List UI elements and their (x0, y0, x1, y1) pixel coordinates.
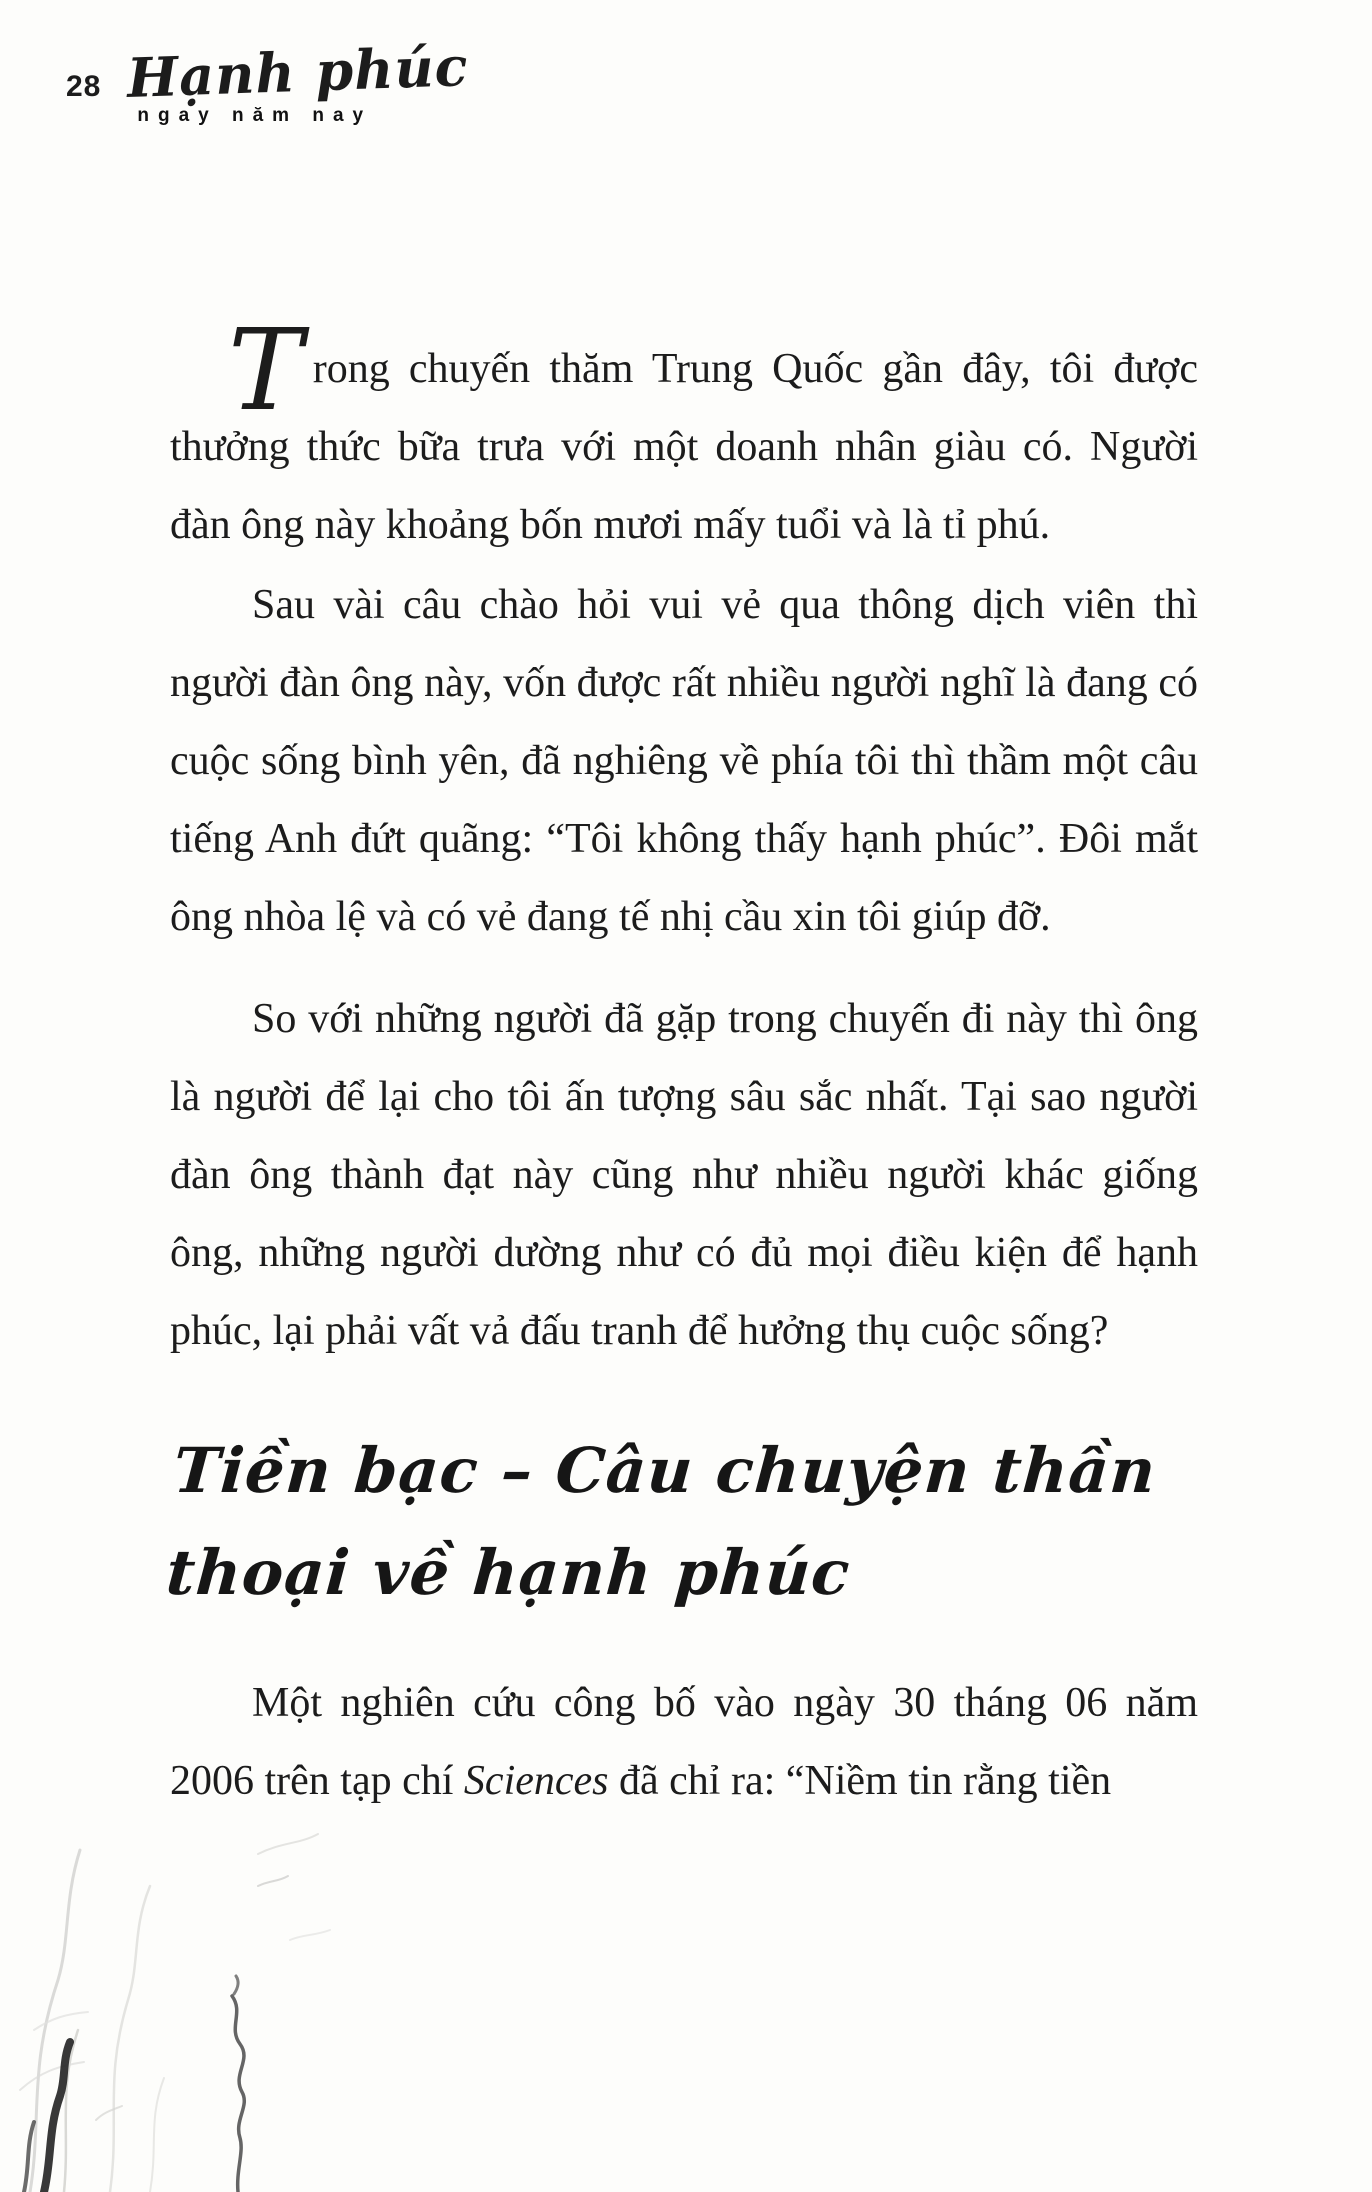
journal-name: Sciences (463, 1758, 609, 1804)
paragraph-1-text: rong chuyến thăm Trung Quốc gần đây, tôi được thưởng thức bữa trưa với một doanh nhân giàu có. Người đàn ông này khoảng bốn mươi mấy tuổi và là tỉ phú. (170, 346, 1198, 548)
paragraph-4-text-before: Một nghiên cứu công bố vào ngày 30 tháng 06 năm 2006 trên tạp chí (170, 1680, 1198, 1804)
paragraph-2: Sau vài câu chào hỏi vui vẻ qua thông dịch viên thì người đàn ông này, vốn được rất nhiều người nghĩ là đang có cuộc sống bình yên, đã nghiêng về phía tôi thì thầm một câu tiếng Anh đứt quãng: “Tôi không thấy hạnh phúc”. Đôi mắt ông nhòa lệ và có vẻ đang tế nhị cầu xin tôi giúp đỡ. (170, 582, 1198, 940)
book-title: Hạnh phúc (126, 34, 470, 110)
paragraph-4 (170, 1664, 1198, 1820)
book-subtitle: ngay năm nay (137, 104, 373, 126)
section-heading-line-2: thoại về hạnh phúc (163, 1536, 853, 1609)
section-heading-line-1: Tiền bạc – Câu chuyện thần (171, 1434, 1159, 1507)
book-logo (126, 34, 470, 127)
branch-decoration (0, 1790, 430, 2192)
drop-cap: T (228, 306, 303, 436)
page-body (163, 306, 1198, 1820)
page-number: 28 (66, 70, 102, 103)
paragraph-1 (170, 306, 1198, 564)
page-header (66, 34, 470, 127)
paragraph-4-text-after: đã chỉ ra: “Niềm tin rằng tiền (608, 1758, 1112, 1804)
section-heading (163, 1420, 1205, 1624)
paragraph-3: So với những người đã gặp trong chuyến đi này thì ông là người để lại cho tôi ấn tượng sâu sắc nhất. Tại sao người đàn ông thành đạt này cũng như nhiều người khác giống ông, những người dường như có đủ mọi điều kiện để hạnh phúc, lại phải vất vả đấu tranh để hưởng thụ cuộc sống? (170, 996, 1198, 1354)
